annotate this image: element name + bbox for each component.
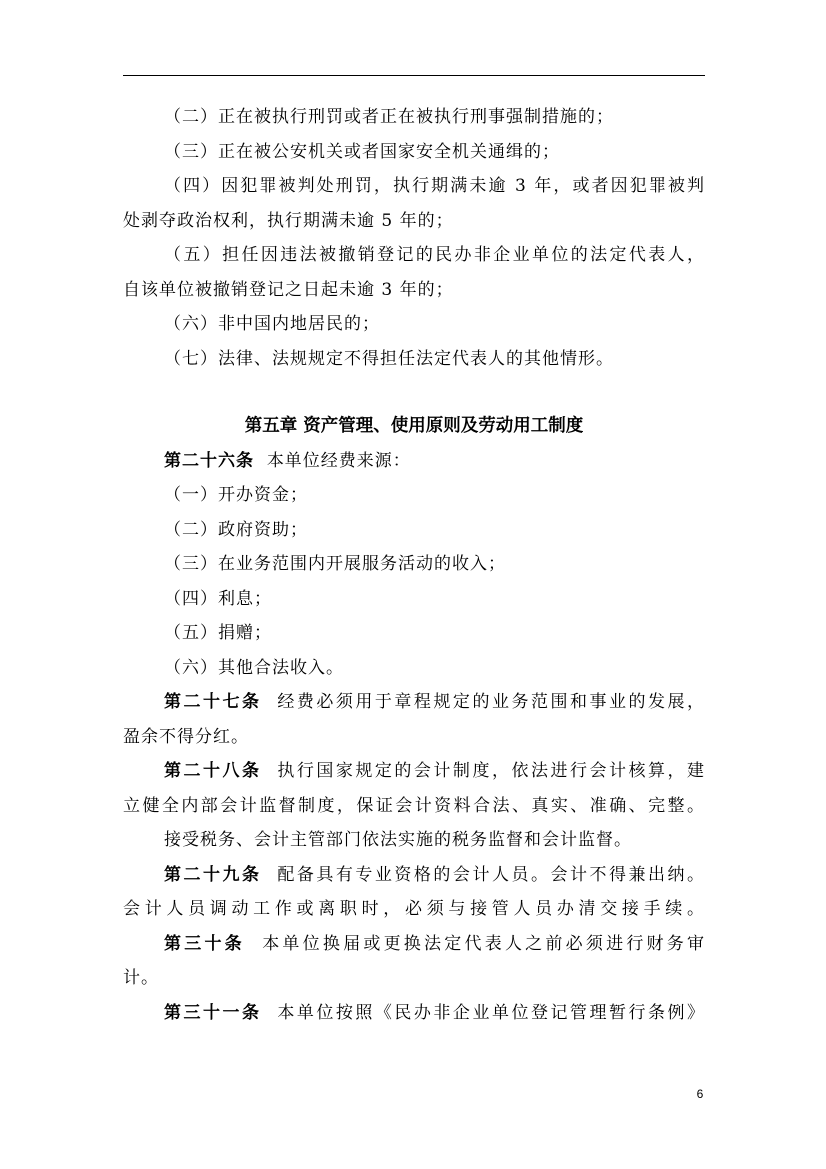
clause-line: 盈余不得分红。 bbox=[123, 726, 249, 747]
clause-line: （七）法律、法规规定不得担任法定代表人的其他情形。 bbox=[164, 348, 614, 369]
article-number: 第三十条 bbox=[164, 933, 245, 954]
clause-line: 立健全内部会计监督制度，保证会计资料合法、真实、准确、完整。 bbox=[123, 795, 705, 816]
article-number: 第二十七条 bbox=[164, 692, 262, 712]
article-text: 配备具有专业资格的会计人员。会计不得兼出纳。 bbox=[277, 864, 706, 885]
clause-line: （三）正在被公安机关或者国家安全机关通缉的； bbox=[164, 141, 560, 162]
article-number: 第二十九条 bbox=[164, 864, 262, 885]
clause-line: （二）政府资助； bbox=[164, 519, 308, 540]
clause-line: （一）开办资金； bbox=[164, 485, 308, 505]
article-line bbox=[123, 927, 705, 962]
clause-line: （四）利息； bbox=[164, 588, 272, 609]
section-gap bbox=[123, 376, 705, 409]
clause-line: 计。 bbox=[123, 968, 159, 988]
article-text: 经费必须用于章程规定的业务范围和事业的发展， bbox=[277, 692, 706, 712]
clause-line: 自该单位被撤销登记之日起未逾 3 年的； bbox=[123, 279, 454, 300]
page-number: 6 bbox=[696, 1087, 704, 1101]
header-rule bbox=[123, 75, 705, 76]
clause-line: （二）正在被执行刑罚或者正在被执行刑事强制措施的； bbox=[164, 107, 614, 127]
clause-line: （六）其他合法收入。 bbox=[164, 657, 344, 678]
clause-line: （四）因犯罪被判处刑罚，执行期满未逾 3 年，或者因犯罪被判 bbox=[164, 176, 705, 196]
clause-line: （五）捐赠； bbox=[164, 623, 272, 643]
clause-line: （六）非中国内地居民的； bbox=[164, 314, 380, 334]
article-text: 本单位经费来源： bbox=[266, 450, 411, 471]
article-line bbox=[123, 858, 705, 893]
clause-line: （五）担任因违法被撤销登记的民办非企业单位的法定代表人， bbox=[164, 245, 705, 265]
article-line bbox=[123, 996, 705, 1031]
article-text: 本单位换届或更换法定代表人之前必须进行财务审 bbox=[262, 933, 706, 954]
article-text: 本单位按照《民办非企业单位登记管理暂行条例》 bbox=[277, 1002, 706, 1023]
article-line bbox=[123, 444, 705, 479]
clause-line: （三）在业务范围内开展服务活动的收入； bbox=[164, 554, 506, 574]
article-number: 第二十八条 bbox=[164, 761, 262, 781]
article-number: 第三十一条 bbox=[164, 1002, 262, 1023]
article-text: 执行国家规定的会计制度，依法进行会计核算，建 bbox=[277, 761, 706, 781]
article-line bbox=[123, 685, 705, 720]
article-number: 第二十六条 bbox=[164, 450, 254, 471]
chapter-heading: 第五章 资产管理、使用原则及劳动用工制度 bbox=[244, 416, 584, 436]
document-body bbox=[123, 100, 705, 1030]
clause-line: 处剥夺政治权利，执行期满未逾 5 年的； bbox=[123, 210, 454, 231]
clause-line: 接受税务、会计主管部门依法实施的税务监督和会计监督。 bbox=[164, 830, 632, 850]
clause-line: 会计人员调动工作或离职时，必须与接管人员办清交接手续。 bbox=[123, 899, 705, 919]
article-line bbox=[123, 754, 705, 789]
